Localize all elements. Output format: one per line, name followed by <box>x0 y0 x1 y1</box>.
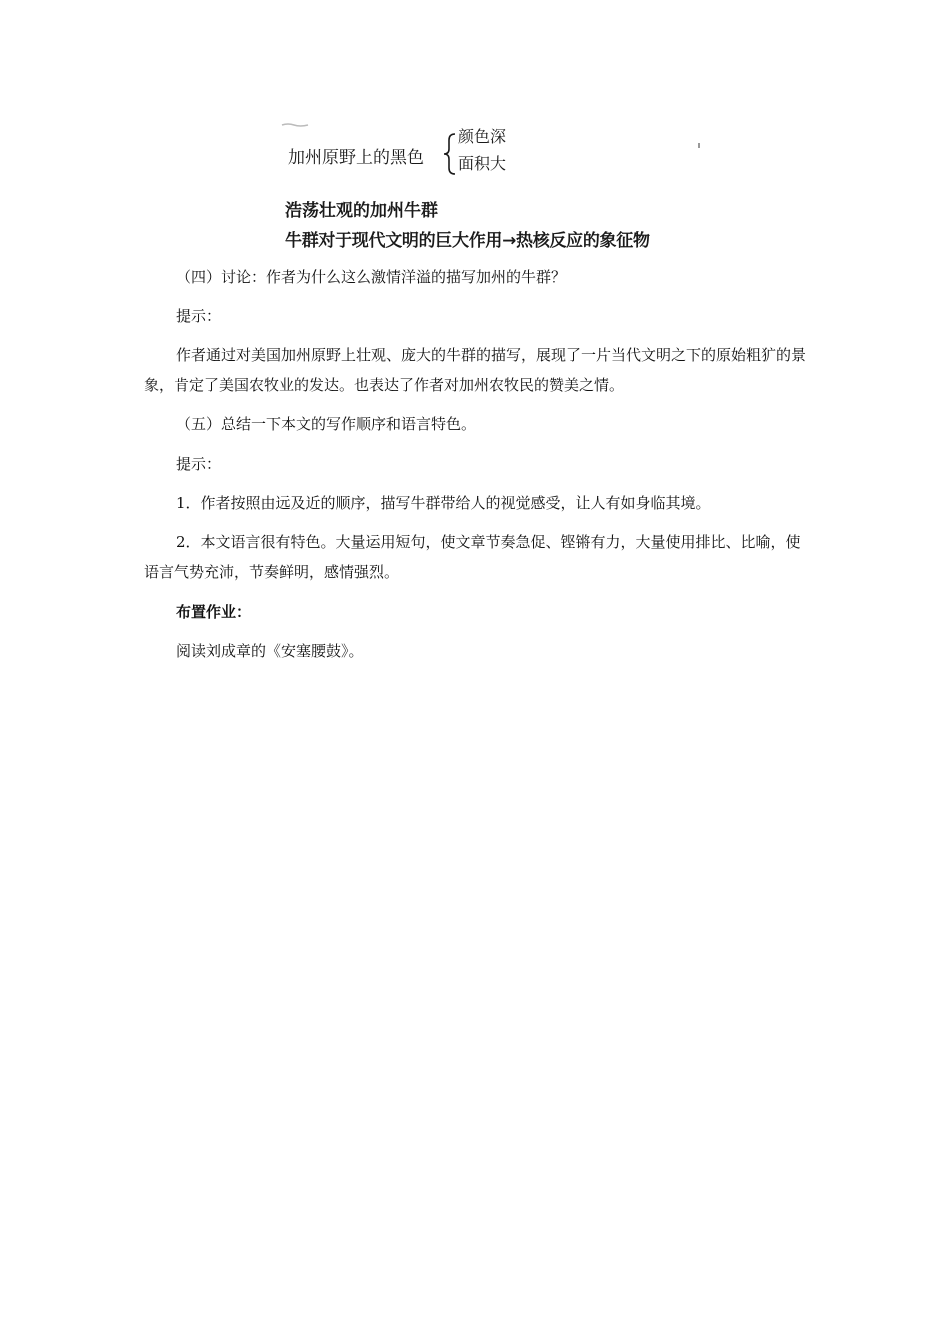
scan-artifact-mark <box>280 122 310 128</box>
figure-brace-item-1: 颜色深 <box>458 127 507 146</box>
figure-line-4: 牛群对于现代文明的巨大作用→热核反应的象征物 <box>285 231 650 251</box>
question-4: （四）讨论：作者为什么这么激情洋溢的描写加州的牛群？ <box>176 268 567 286</box>
figure-line-3: 浩荡壮观的加州牛群 <box>285 201 438 221</box>
point-1: 1．作者按照由远及近的顺序，描写牛群带给人的视觉感受，让人有如身临其境。 <box>176 494 711 512</box>
scan-artifact-dot <box>698 143 700 148</box>
point-2: 2．本文语言很有特色。大量运用短句，使文章节奏急促、铿锵有力，大量使用排比、比喻，使语言气势充沛，节奏鲜明，感情强烈。 <box>144 533 801 581</box>
question-5: （五）总结一下本文的写作顺序和语言特色。 <box>176 415 477 433</box>
figure-brace-item-2: 面积大 <box>458 154 507 173</box>
hint-label-2: 提示： <box>176 455 222 473</box>
scanned-figure <box>280 116 710 252</box>
answer-4: 作者通过对美国加州原野上壮观、庞大的牛群的描写，展现了一片当代文明之下的原始粗犷的景象，肯定了美国农牧业的发达。也表达了作者对加州农牧民的赞美之情。 <box>144 346 807 394</box>
curly-brace-icon <box>443 132 457 176</box>
homework-text: 阅读刘成章的《安塞腰鼓》。 <box>176 642 364 660</box>
figure-left-label: 加州原野上的黑色 <box>288 148 424 168</box>
homework-heading: 布置作业： <box>176 603 252 621</box>
hint-label-1: 提示： <box>176 307 222 325</box>
